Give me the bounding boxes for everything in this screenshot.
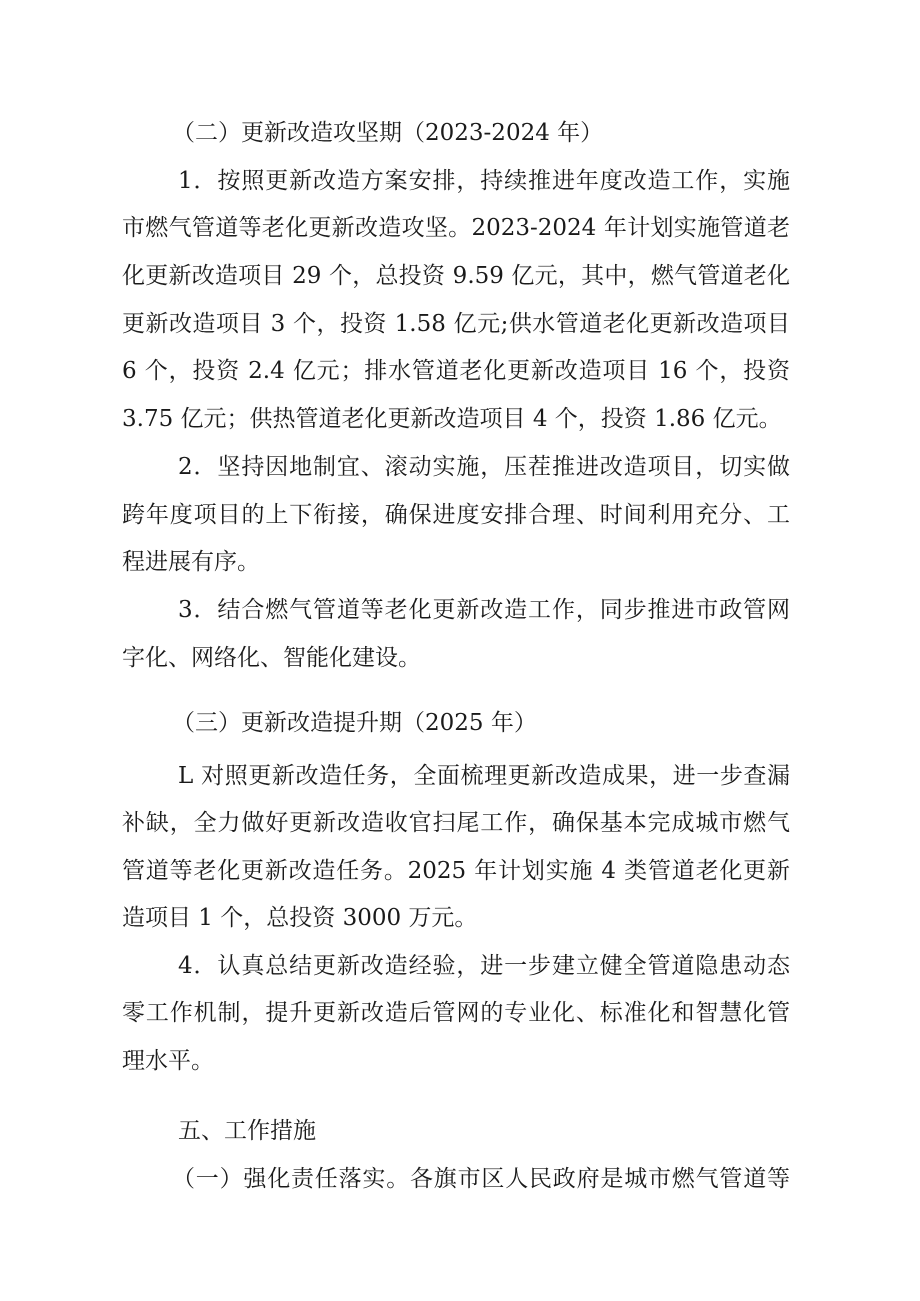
paragraph-line: L 对照更新改造任务，全面梳理更新改造成果，进一步查漏 <box>178 763 790 789</box>
paragraph-line: 化更新改造项目 29 个，总投资 9.59 亿元，其中，燃气管道老化 <box>122 263 790 289</box>
chapter-heading-work-measures: 五、工作措施 <box>178 1118 316 1144</box>
paragraph-line: 程进展有序。 <box>122 549 260 575</box>
paragraph-line: 2．坚持因地制宜、滚动实施，压茬推进改造项目，切实做 <box>178 454 790 480</box>
section-heading-phase-2: （二）更新改造攻坚期（2023-2024 年） <box>172 120 604 146</box>
paragraph-line: 市燃气管道等老化更新改造攻坚。2023-2024 年计划实施管道老 <box>122 215 790 241</box>
paragraph-line: 零工作机制，提升更新改造后管网的专业化、标准化和智慧化管 <box>122 1000 790 1026</box>
paragraph-line: 3.75 亿元；供热管道老化更新改造项目 4 个，投资 1.86 亿元。 <box>122 406 782 432</box>
paragraph-line: 3．结合燃气管道等老化更新改造工作，同步推进市政管网 <box>178 597 790 623</box>
paragraph-line: 理水平。 <box>122 1048 214 1074</box>
paragraph-line: 造项目 1 个，总投资 3000 万元。 <box>122 905 478 931</box>
paragraph-line: 更新改造项目 3 个，投资 1.58 亿元;供水管道老化更新改造项目 <box>122 311 790 337</box>
paragraph-line: 补缺，全力做好更新改造收官扫尾工作，确保基本完成城市燃气 <box>122 810 790 836</box>
section-heading-phase-3: （三）更新改造提升期（2025 年） <box>172 710 537 736</box>
paragraph-line: 跨年度项目的上下衔接，确保进度安排合理、时间利用充分、工 <box>122 502 790 528</box>
paragraph-line: （一）强化责任落实。各旗市区人民政府是城市燃气管道等 <box>172 1166 790 1192</box>
paragraph-line: 1．按照更新改造方案安排，持续推进年度改造工作，实施 <box>178 168 790 194</box>
paragraph-line: 6 个，投资 2.4 亿元；排水管道老化更新改造项目 16 个，投资 <box>122 358 790 384</box>
paragraph-line: 字化、网络化、智能化建设。 <box>122 645 421 671</box>
paragraph-line: 4．认真总结更新改造经验，进一步建立健全管道隐患动态 <box>178 953 790 979</box>
paragraph-line: 管道等老化更新改造任务。2025 年计划实施 4 类管道老化更新 <box>122 858 790 884</box>
